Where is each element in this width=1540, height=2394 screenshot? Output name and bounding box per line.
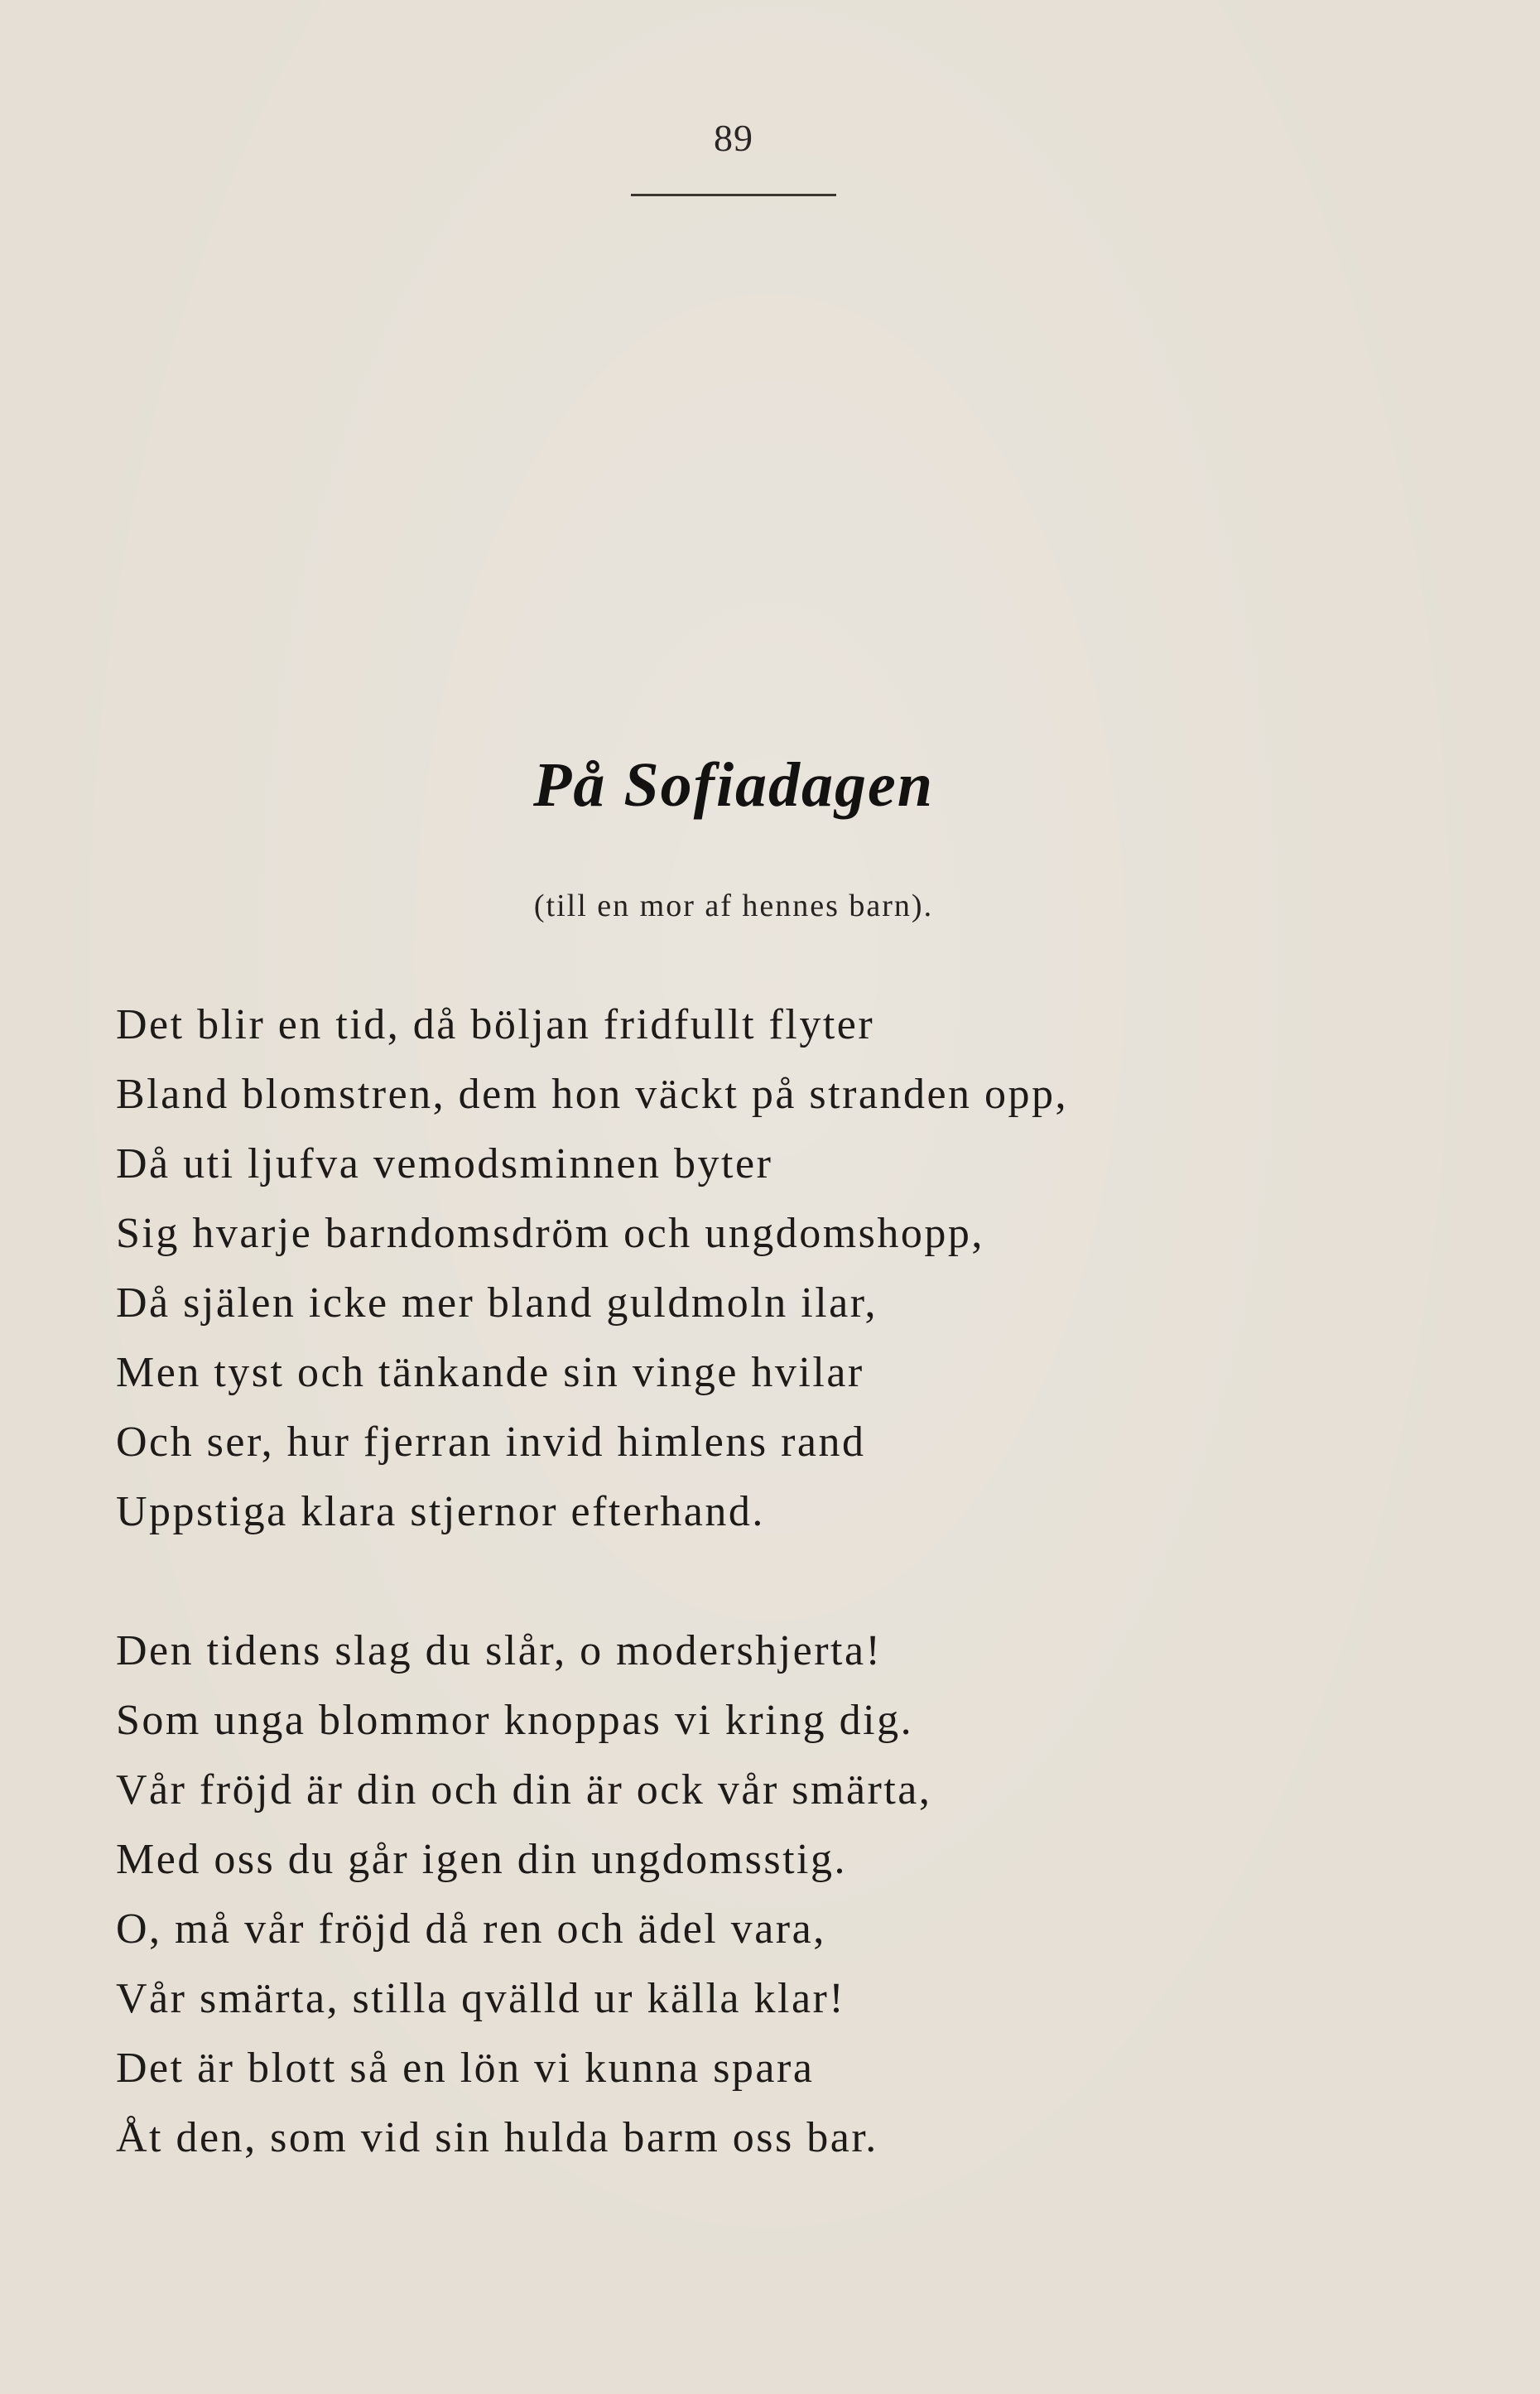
poem-line: O, må vår fröjd då ren och ädel vara, (116, 1905, 826, 1953)
poem-line: Åt den, som vid sin hulda barm oss bar. (116, 2114, 878, 2161)
poem-line: Uppstiga klara stjernor efterhand. (116, 1488, 765, 1535)
poem-line: Sig hvarje barndomsdröm och ungdomshopp, (116, 1210, 984, 1257)
poem-line: Då uti ljufva vemodsminnen byter (116, 1140, 773, 1187)
page-number: 89 (714, 117, 753, 159)
poem-line: Vår smärta, stilla qvälld ur källa klar! (116, 1975, 846, 2022)
poem-line: Det är blott så en lön vi kunna spara (116, 2045, 815, 2092)
poem-line: Men tyst och tänkande sin vinge hvilar (116, 1349, 864, 1396)
stanza-2 (116, 1616, 1441, 2173)
poem-line: Den tidens slag du slår, o modershjerta! (116, 1627, 883, 1674)
poem-line: Som unga blommor knoppas vi kring dig. (116, 1697, 914, 1744)
poem-line: Bland blomstren, dem hon väckt på stranden opp, (116, 1071, 1069, 1118)
poem-title: På Sofiadagen (532, 750, 935, 820)
poem-line: Det blir en tid, då böljan fridfullt flyter (116, 1001, 875, 1048)
header-rule (631, 194, 836, 196)
poem-line: Då själen icke mer bland guldmoln ilar, (116, 1279, 878, 1327)
poem-subtitle: (till en mor af hennes barn). (533, 889, 934, 923)
stanza-1 (116, 990, 1441, 1547)
poem-line: Med oss du går igen din ungdomsstig. (116, 1836, 847, 1883)
poem-line: Vår fröjd är din och din är ock vår smärta, (116, 1766, 932, 1814)
poem-line: Och ser, hur fjerran invid himlens rand (116, 1419, 866, 1466)
